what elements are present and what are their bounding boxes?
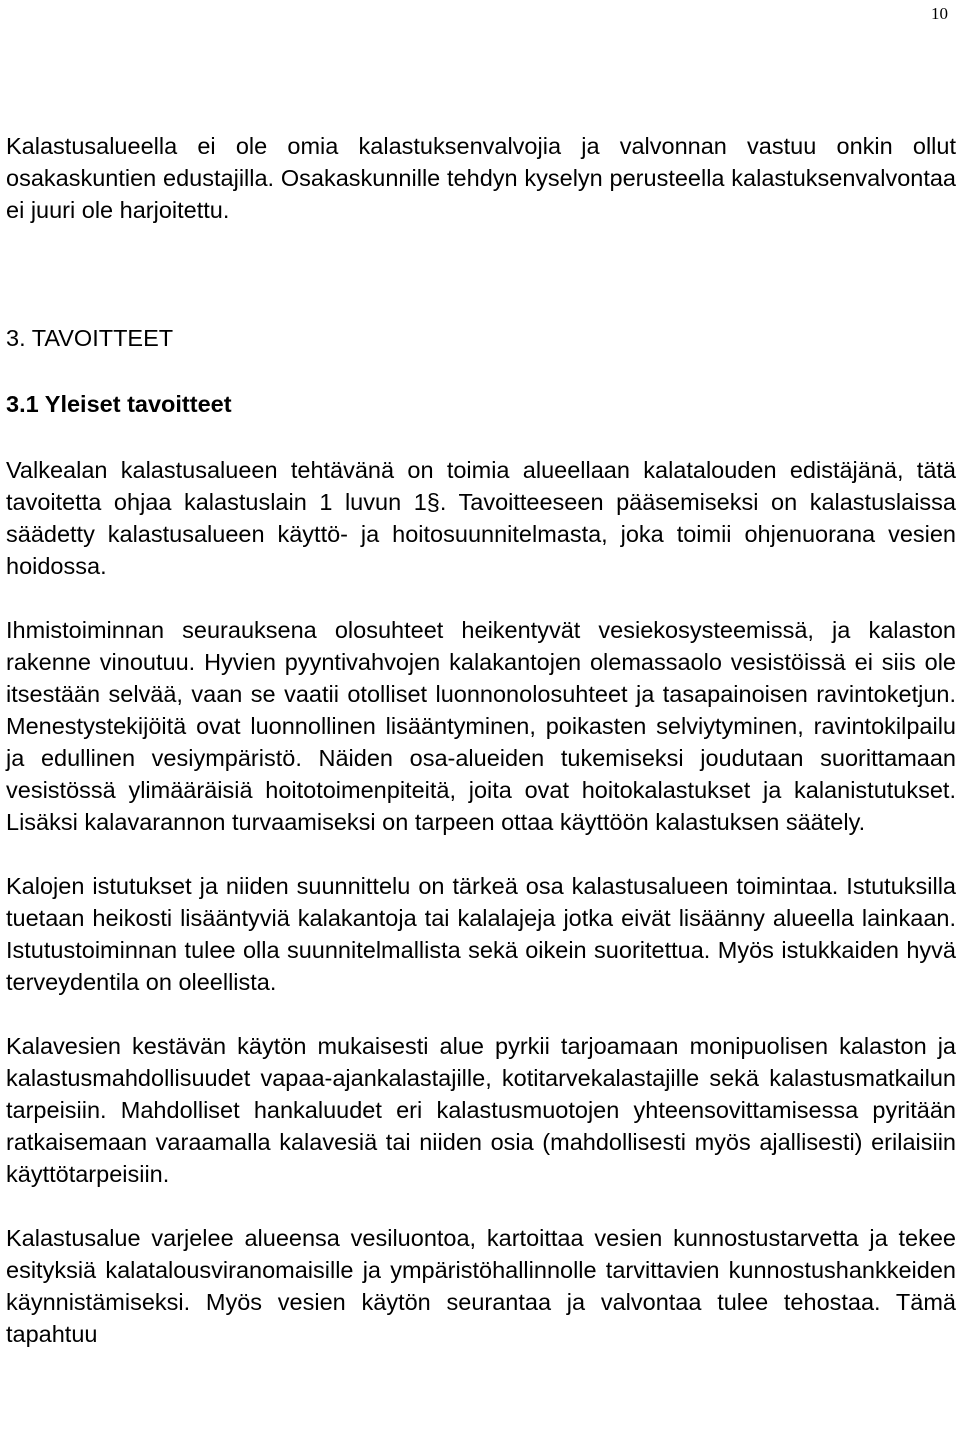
body-paragraph-restoration: Kalastusalue varjelee alueensa vesiluontoa, kartoittaa vesien kunnostustarvetta ja tekee esityksiä kalatalousviranomaisille ja ympäristöhallinnolle tarvittavien kunnostushankkeiden käynnistämiseksi. Myös vesien käytön seurantaa ja valvontaa tulee tehostaa. Tämä tapahtuu xyxy=(6,1225,956,1347)
page-number: 10 xyxy=(931,4,948,23)
body-paragraph-ecosystem: Ihmistoiminnan seurauksena olosuhteet heikentyvät vesiekosysteemissä, ja kalaston rakenne vinoutuu. Hyvien pyyntivahvojen kalakantojen olemassaolo vesistöissä ei siis ole itsestään selvää, vaan se vaatii otolliset luonnonolosuhteet ja tasapainoisen ravintoketjun. Menestystekijöitä ovat luonnollinen lisääntyminen, poikasten selviytyminen, ravintokilpailu ja edullinen vesiympäristö. Näiden osa-alueiden tukemiseksi joudutaan suorittamaan vesistössä ylimääräisiä hoitotoimenpiteitä, joita ovat hoitokalastukset ja kalanistutukset. Lisäksi kalavarannon turvaamiseksi on tarpeen ottaa käyttöön kalastuksen säätely. xyxy=(6,617,956,835)
subsection-heading: 3.1 Yleiset tavoitteet xyxy=(6,391,232,417)
body-paragraph-stocking: Kalojen istutukset ja niiden suunnittelu on tärkeä osa kalastusalueen toimintaa. Istutuksilla tuetaan heikosti lisääntyviä kalakantoja tai kalalajeja jotka eivät lisäänny alueella lainkaan. Istutustoiminnan tulee olla suunnitelmallista sekä oikein suoritettua. Myös istukkaiden hyvä terveydentila on oleellista. xyxy=(6,873,956,995)
section-heading: 3. TAVOITTEET xyxy=(6,325,174,351)
intro-paragraph: Kalastusalueella ei ole omia kalastuksenvalvojia ja valvonnan vastuu onkin ollut osakaskuntien edustajilla. Osakaskunnille tehdyn kyselyn perusteella kalastuksenvalvontaa ei juuri ole harjoitettu. xyxy=(6,133,956,223)
document-body xyxy=(6,130,956,1350)
body-paragraph-sustainable-use: Kalavesien kestävän käytön mukaisesti alue pyrkii tarjoamaan monipuolisen kalaston ja kalastusmahdollisuudet vapaa-ajankalastajille, kotitarvekalastajille sekä kalastusmatkailun tarpeisiin. Mahdolliset hankaluudet eri kalastusmuotojen yhteensovittamisessa pyritään ratkaisemaan varaamalla kalavesiä tai niiden osia (mahdollisesti myös ajallisesti) erilaisiin käyttötarpeisiin. xyxy=(6,1033,956,1187)
body-paragraph-goals: Valkealan kalastusalueen tehtävänä on toimia alueellaan kalatalouden edistäjänä, tätä tavoitetta ohjaa kalastuslain 1 luvun 1§. Tavoitteeseen pääsemiseksi on kalastuslaissa säädetty kalastusalueen käyttö- ja hoitosuunnitelmasta, joka toimii ohjenuorana vesien hoidossa. xyxy=(6,457,956,579)
